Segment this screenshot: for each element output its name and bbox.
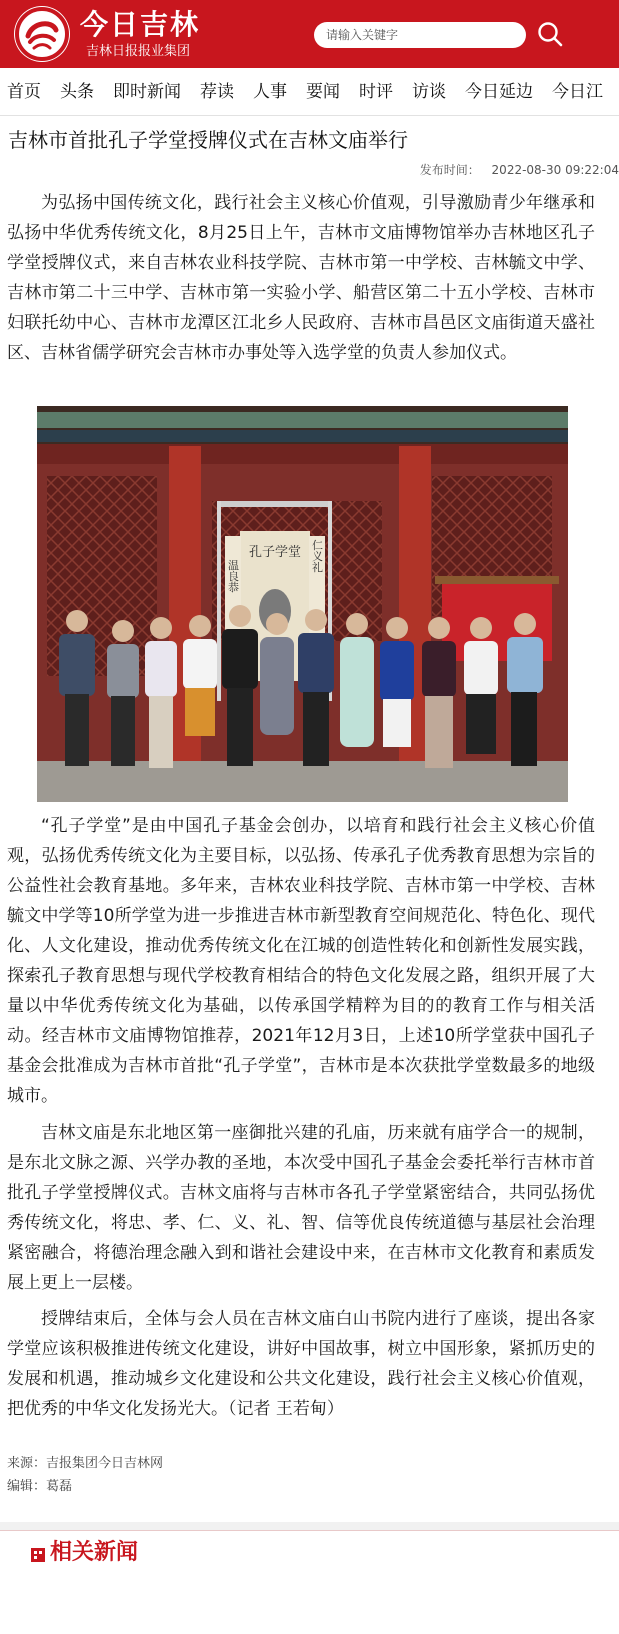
article-title: 吉林市首批孔子学堂授牌仪式在吉林文庙举行 — [8, 128, 408, 152]
magnifier-icon — [536, 20, 564, 48]
article-paragraph: “孔子学堂”是由中国孔子基金会创办，以培育和践行社会主义核心价值观，弘扬优秀传统文化为主要目标，以弘扬、传承孔子优秀教育思想为宗旨的公益性社会教育基地。多年来，吉林农业科技学院、吉林市第一中学校、吉林毓文中学等10所学堂为进一步推进吉林市新型教育空间规范化、特色化、现代化、人文化建设，推动优秀传统文化在江城的创造性转化和创新性发展实践，探索孔子教育思想与现代学校教育相结合的特色文化发展之路，组织开展了大量以中华优秀传统文化为基础，以传承国学精粹为目的的教育工作与相关活动。经吉林市文庙博物馆推荐，2021年12月3日，上述10所学堂获中国孔子基金会批准成为吉林市首批“孔子学堂”，吉林市是本次获批学堂数最多的地级城市。 — [7, 816, 595, 1106]
publish-time: 2022-08-30 09:22:04 — [491, 163, 619, 177]
publish-meta — [420, 162, 619, 178]
article-photo — [37, 406, 568, 802]
couplet-left: 温良恭 — [226, 559, 240, 593]
article-paragraph: 为弘扬中国传统文化，践行社会主义核心价值观，引导激励青少年继承和弘扬中华优秀传统文化，8月25日上午，吉林市文庙博物馆举办吉林地区孔子学堂授牌仪式，来自吉林农业科技学院、吉林市第一中学校、吉林毓文中学、吉林市第二十三中学、吉林市第一实验小学、船营区第二十五小学校、吉林市妇联托幼中心、吉林市龙潭区江北乡人民政府、吉林市昌邑区文庙街道天盛社区、吉林省儒学研究会吉林市办事处等入选学堂的负责人参加仪式。 — [7, 193, 595, 363]
logo-icon[interactable] — [14, 6, 70, 62]
nav-item-personnel[interactable]: 人事 — [253, 82, 287, 102]
section-divider — [0, 1522, 619, 1530]
group-photo-image — [37, 406, 568, 802]
scroll-text: 孔子学堂 — [248, 545, 302, 560]
nav-item-headlines[interactable]: 头条 — [60, 82, 94, 102]
nav-item-yanbian[interactable]: 今日延边 — [465, 82, 533, 102]
article-source: 来源：吉报集团今日吉林网 — [7, 1456, 164, 1471]
channel-nav — [0, 68, 619, 116]
nav-item-more[interactable]: 今日江 — [552, 82, 603, 102]
site-header — [0, 0, 619, 68]
nav-item-commentary[interactable]: 时评 — [359, 82, 393, 102]
article-paragraph: 授牌结束后，全体与会人员在吉林文庙白山书院内进行了座谈，提出各家学堂应该积极推进传统文化建设，讲好中国故事，树立中国形象，紧抓历史的发展和机遇，推动城乡文化建设和公共文化建设，践行社会主义核心价值观，把优秀的中华文化发扬光大。（记者 王若甸） — [7, 1309, 595, 1419]
search-input[interactable] — [314, 22, 526, 48]
nav-item-home[interactable]: 首页 — [7, 82, 41, 102]
article-editor: 编辑：葛磊 — [7, 1479, 73, 1494]
article-paragraph: 吉林文庙是东北地区第一座御批兴建的孔庙，历来就有庙学合一的规制，是东北文脉之源、兴学办教的圣地，本次受中国孔子基金会委托举行吉林市首批孔子学堂授牌仪式。吉林文庙将与吉林市各孔子学堂紧密结合，共同弘扬优秀传统文化，将忠、孝、仁、义、礼、智、信等优良传统道德与基层社会治理紧密融合，将德治理念融入到和谐社会建设中来，在吉林市文化教育和素质发展上更上一层楼。 — [7, 1123, 595, 1293]
related-news-heading: 相关新闻 — [50, 1540, 139, 1565]
nav-item-breaking[interactable]: 即时新闻 — [113, 82, 181, 102]
logo-title[interactable]: 今日吉林 — [80, 8, 201, 41]
nav-item-recommended[interactable]: 荐读 — [200, 82, 234, 102]
search-button[interactable] — [536, 20, 564, 48]
nav-item-interviews[interactable]: 访谈 — [412, 82, 446, 102]
news-grid-icon — [31, 1548, 45, 1562]
logo-subtitle: 吉林日报报业集团 — [86, 44, 191, 59]
section-divider-line — [0, 1530, 619, 1531]
nav-item-news[interactable]: 要闻 — [306, 82, 340, 102]
publish-label: 发布时间： — [419, 163, 480, 177]
couplet-right: 仁义礼 — [310, 539, 324, 573]
